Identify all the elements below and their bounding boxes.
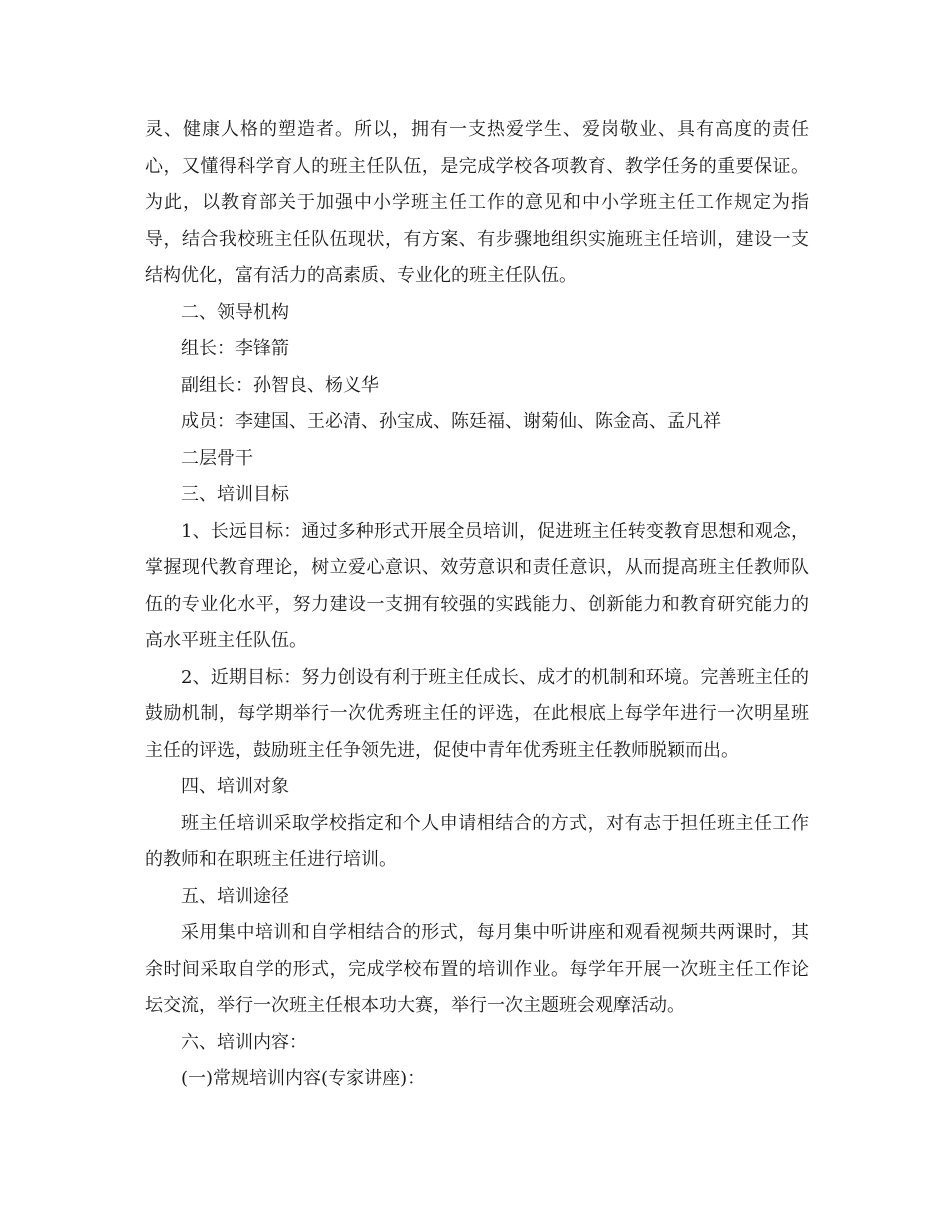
heading-training-goals: 三、培训目标 <box>181 484 289 505</box>
paragraph-training-methods: 采用集中培训和自学相结合的形式，每月集中听讲座和观看视频共两课时，其余时间采取自学的形式，完成学校布置的培训作业。每学年开展一次班主任工作论坛交流，举行一次班主任根本功大赛，举行一次主题班会观摩活动。 <box>145 922 809 1016</box>
subheading-regular-training: (一)常规培训内容(专家讲座)： <box>181 1068 426 1089</box>
paragraph-intro-continuation: 灵、健康人格的塑造者。所以，拥有一支热爱学生、爱岗敬业、具有高度的责任心，又懂得科学育人的班主任队伍，是完成学校各项教育、教学任务的重要保证。为此，以教育部关于加强中小学班主任工作的意见和中小学班主任工作规定为指导，结合我校班主任队伍现状，有方案、有步骤地组织实施班主任培训，建设一支结构优化，富有活力的高素质、专业化的班主任队伍。 <box>145 119 809 286</box>
paragraph-short-term-goal: 2、近期目标：努力创设有利于班主任成长、成才的机制和环境。完善班主任的鼓励机制，每学期举行一次优秀班主任的评选，在此根底上每学年进行一次明星班主任的评选，鼓励班主任争领先进，促使中青年优秀班主任教师脱颖而出。 <box>145 666 809 761</box>
leader-line: 组长：李锋箭 <box>181 338 289 359</box>
heading-leadership: 二、领导机构 <box>181 301 289 323</box>
paragraph-long-term-goal: 1、长远目标：通过多种形式开展全员培训，促进班主任转变教育思想和观念，掌握现代教育理论，树立爱心意识、效劳意识和责任意识，从而提高班主任教师队伍的专业化水平，努力建设一支拥有较强的实践能力、创新能力和教育研究能力的高水平班主任队伍。 <box>145 520 809 651</box>
heading-training-targets: 四、培训对象 <box>181 776 289 797</box>
paragraph-training-targets: 班主任培训采取学校指定和个人申请相结合的方式，对有志于担任班主任工作的教师和在职班主任进行培训。 <box>145 812 809 870</box>
heading-training-methods: 五、培训途径 <box>181 885 289 907</box>
document-body <box>145 112 809 1098</box>
backbone-line: 二层骨干 <box>181 447 253 469</box>
heading-training-content: 六、培训内容： <box>181 1031 307 1053</box>
deputy-leader-line: 副组长：孙智良、杨义华 <box>181 374 379 396</box>
members-line: 成员：李建国、王必清、孙宝成、陈廷福、谢菊仙、陈金高、孟凡祥 <box>181 411 721 432</box>
